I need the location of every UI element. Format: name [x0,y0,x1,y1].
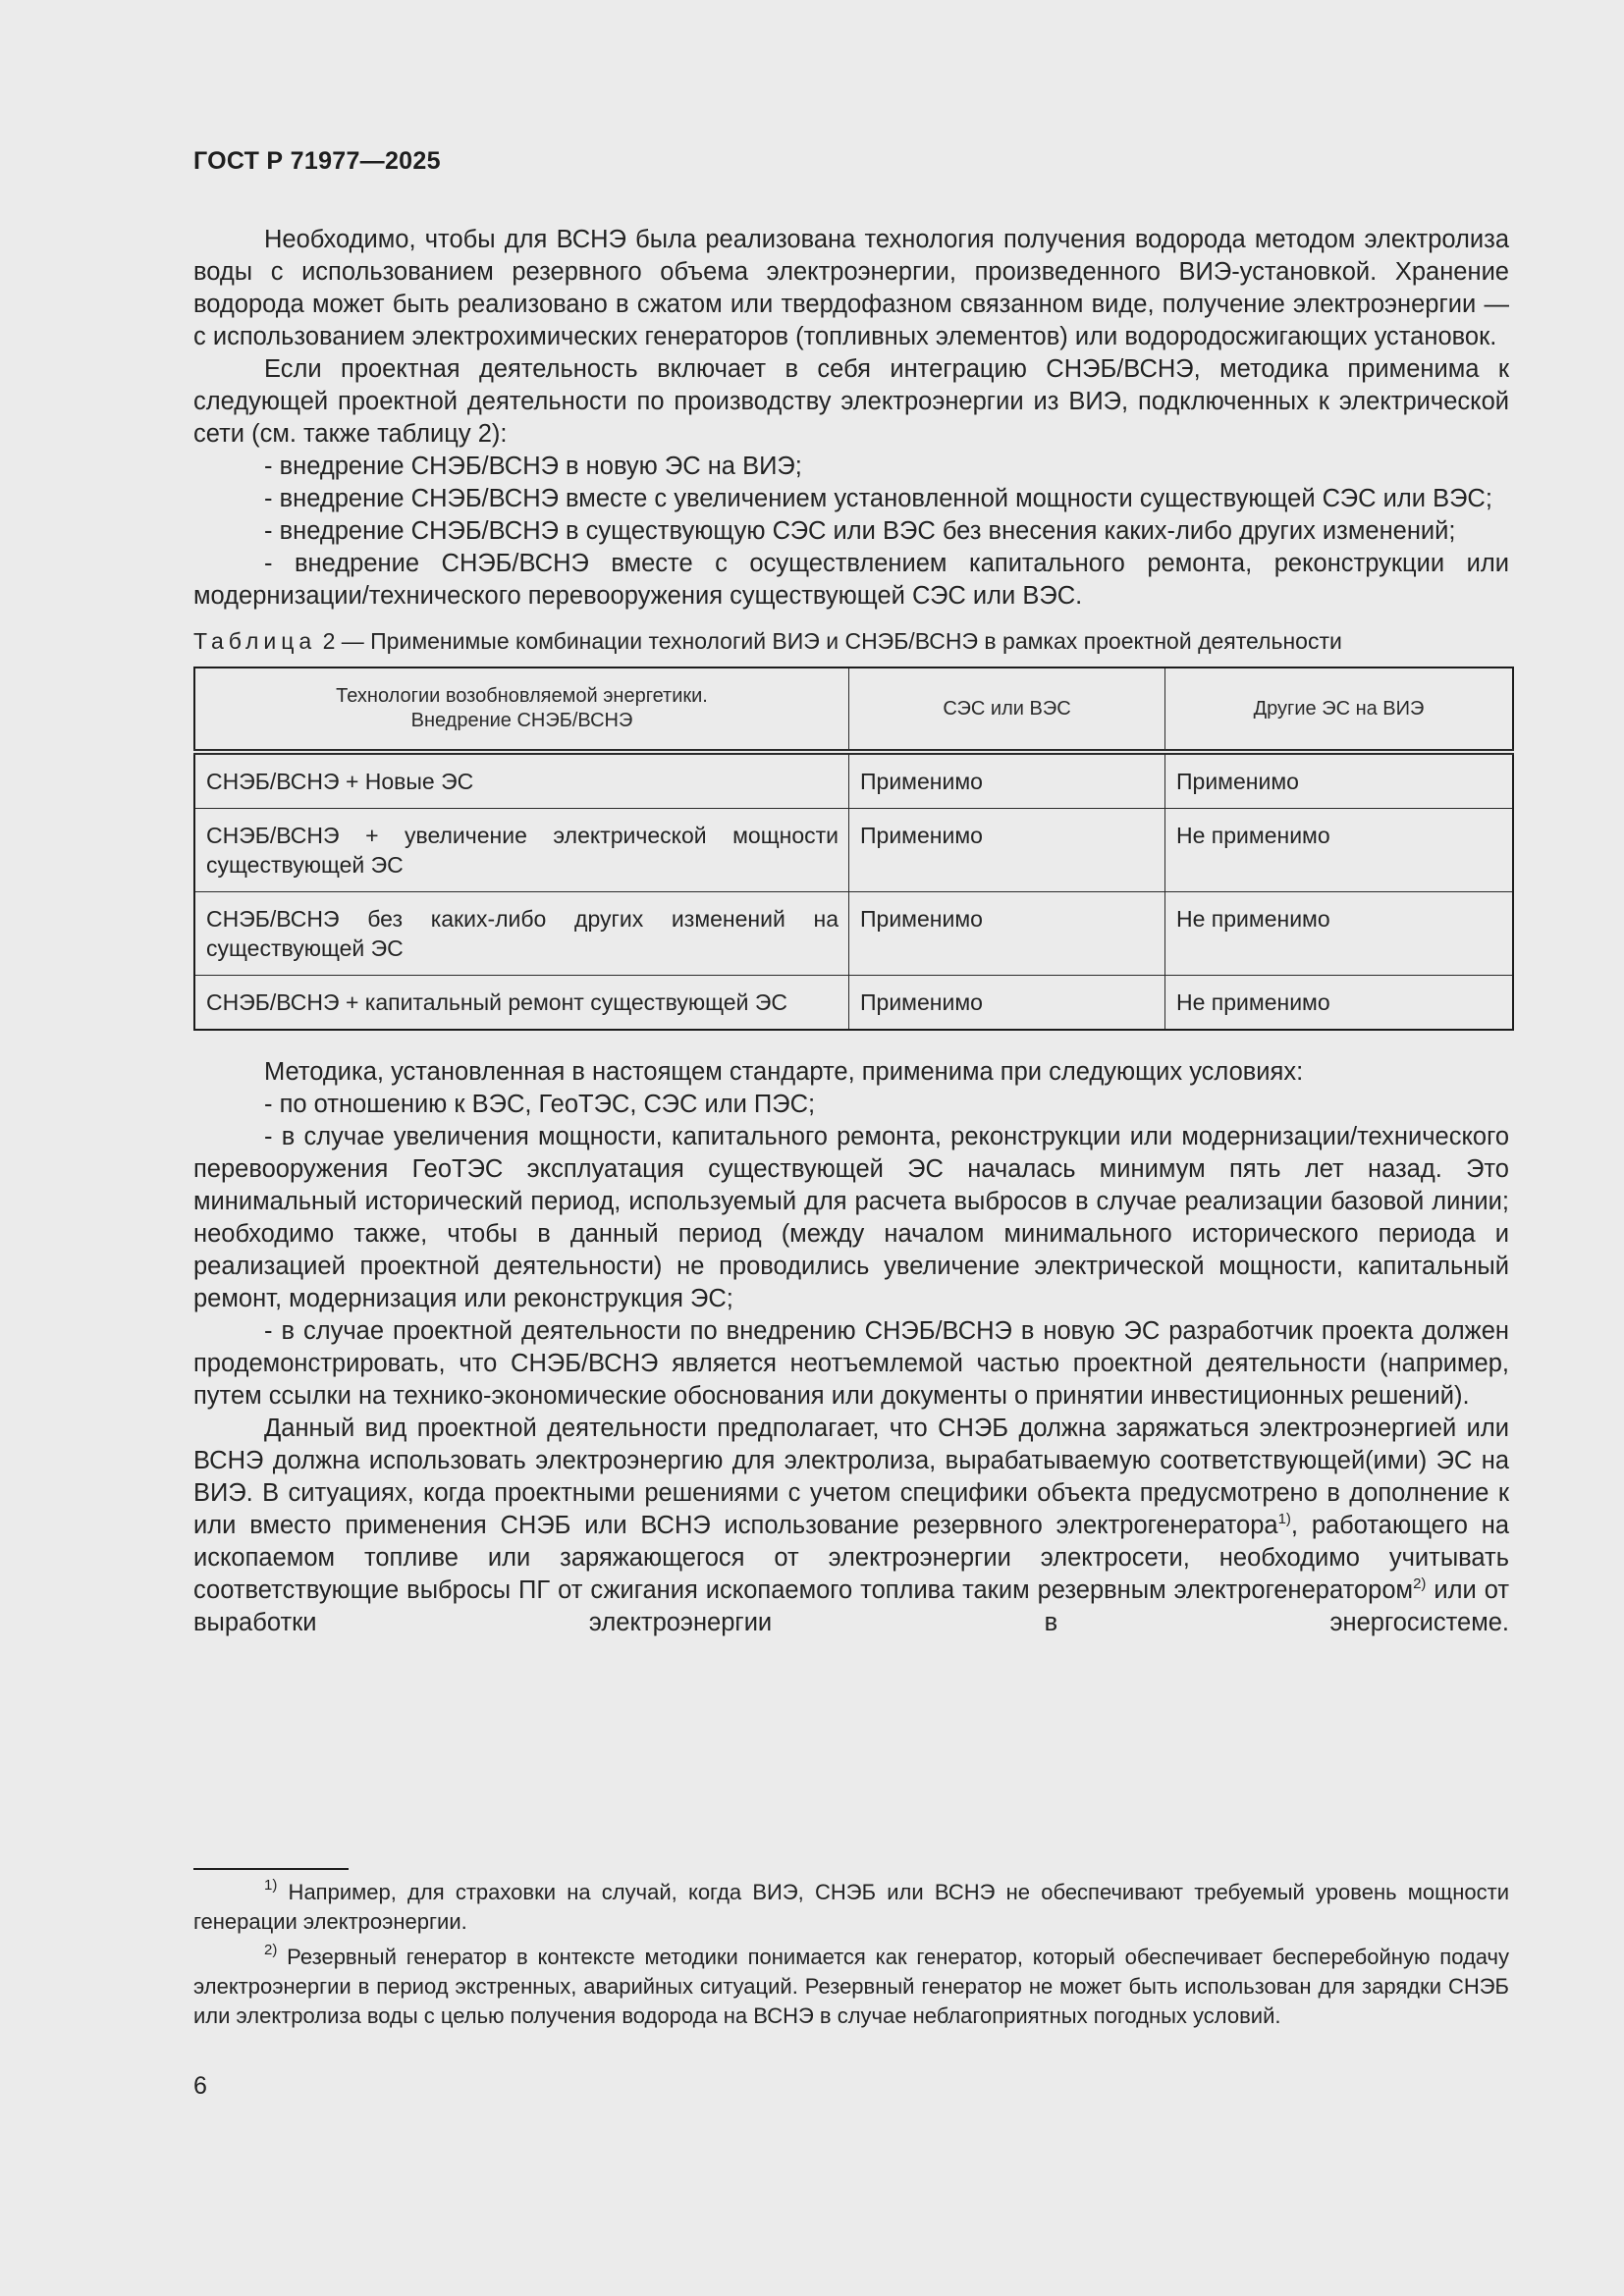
footnote-divider [193,1868,349,1870]
table-cell: СНЭБ/ВСНЭ + капитальный ремонт существующей ЭС [194,976,849,1031]
table-cell: Применимо [849,752,1165,809]
paragraph: Если проектная деятельность включает в себя интеграцию СНЭБ/ВСНЭ, методика применима к следующей проектной деятельности по производству электроэнергии из ВИЭ, подключенных к электрической сети (см. также таблицу 2): [193,355,1509,448]
table-row [194,976,1513,1031]
list-item: - в случае проектной деятельности по внедрению СНЭБ/ВСНЭ в новую ЭС разработчик проекта должен продемонстрировать, что СНЭБ/ВСНЭ является неотъемлемой частью проектной деятельности (например, путем ссылки на технико-экономические обоснования или документы о принятии инвестиционных решений). [193,1317,1509,1410]
paragraph: Данный вид проектной деятельности предполагает, что СНЭБ должна заряжаться электроэнергией или ВСНЭ должна использовать электроэнергию для электролиза, вырабатываемую соответствующей(ими) ЭС на ВИЭ. В ситуациях, когда проектными решениями с учетом специфики объекта предусмотрено в дополнение к или вместо применения СНЭБ или ВСНЭ использование резервного электрогенератора$^{1)}$, работающего на ископаемом топливе или заряжающегося от электроэнергии электросети, необходимо учитывать соответствующие выбросы ПГ от сжигания ископаемого топлива таким резервным электрогенератором$^{2)}$ или от выработки электроэнергии в энергосистеме. [193,1415,1510,1636]
table-caption [193,626,1509,656]
table-cell: СНЭБ/ВСНЭ без каких-либо других изменений на существующей ЭС [194,892,849,976]
page-number: 6 [193,2072,207,2100]
table-header-other: Другие ЭС на ВИЭ [1165,667,1514,752]
footnote: $^{1)}$ Например, для страховки на случай, когда ВИЭ, СНЭБ или ВСНЭ не обеспечивают требуемый уровень мощности генерации электроэнергии. [193,1877,1509,1934]
list-item: - внедрение СНЭБ/ВСНЭ в существующую СЭС или ВЭС без внесения каких-либо других изменений; [264,517,1456,545]
table-row [194,809,1513,892]
list-item: - внедрение СНЭБ/ВСНЭ в новую ЭС на ВИЭ; [264,453,802,480]
table-cell: Применимо [849,892,1165,976]
table-cell: Не применимо [1165,892,1514,976]
table-cell: СНЭБ/ВСНЭ + Новые ЭС [194,752,849,809]
table-cell: Применимо [1165,752,1514,809]
list-item: - в случае увеличения мощности, капитального ремонта, реконструкции или модернизации/технического перевооружения ГеоТЭС эксплуатация существующей ЭС началась минимум пять лет назад. Это минимальный исторический период, используемый для расчета выбросов в случае реализации базовой линии; необходимо также, чтобы в данный период (между началом минимального исторического периода и реализацией проектной деятельности) не проводились увеличение электрической мощности, капитальный ремонт, модернизация или реконструкция ЭС; [193,1123,1509,1312]
footnote-ref[interactable]: 2) [1413,1575,1427,1592]
footnote-ref[interactable]: 1) [1277,1511,1291,1527]
table-row [194,892,1513,976]
table-caption-text: 2 — Применимые комбинации технологий ВИЭ и СНЭБ/ВСНЭ в рамках проектной деятельности [316,628,1342,654]
table-header-technology: Технологии возобновляемой энергетики. Внедрение СНЭБ/ВСНЭ [194,667,849,752]
document-header: ГОСТ Р 71977—2025 [193,147,441,175]
table-caption-label: Таблица [193,628,317,654]
table-cell: СНЭБ/ВСНЭ + увеличение электрической мощности существующей ЭС [194,809,849,892]
table-header-row [194,667,1513,752]
table-cell: Применимо [849,809,1165,892]
paragraph: Необходимо, чтобы для ВСНЭ была реализована технология получения водорода методом электролиза воды с использованием резервного объема электроэнергии, произведенного ВИЭ-установкой. Хранение водорода может быть реализовано в сжатом или твердофазном связанном виде, получение электроэнергии — с использованием электрохимических генераторов (топливных элементов) или водородосжигающих установок. [193,226,1509,350]
body-text [193,224,1509,1639]
table-cell: Применимо [849,976,1165,1031]
table-row [194,752,1513,809]
footnote: $^{2)}$ Резервный генератор в контексте методики понимается как генератор, который обеспечивает бесперебойную подачу электроэнергии в период экстренных, аварийных ситуаций. Резервный генератор не может быть использован для зарядки СНЭБ или электролиза воды с целью получения водорода на ВСНЭ в случае неблагоприятных погодных условий. [193,1942,1509,2028]
list-item: - внедрение СНЭБ/ВСНЭ вместе с осуществлением капитального ремонта, реконструкции или модернизации/технического перевооружения существующей СЭС или ВЭС. [193,550,1509,610]
list-item: - внедрение СНЭБ/ВСНЭ вместе с увеличением установленной мощности существующей СЭС или ВЭС; [264,485,1492,512]
paragraph: Методика, установленная в настоящем стандарте, применима при следующих условиях: [264,1058,1304,1086]
table-cell: Не применимо [1165,976,1514,1031]
table-cell: Не применимо [1165,809,1514,892]
table-header-ses-ves: СЭС или ВЭС [849,667,1165,752]
list-item: - по отношению к ВЭС, ГеоТЭС, СЭС или ПЭС; [264,1091,816,1118]
footnotes [193,1868,1509,2037]
applicability-table [193,667,1514,1031]
